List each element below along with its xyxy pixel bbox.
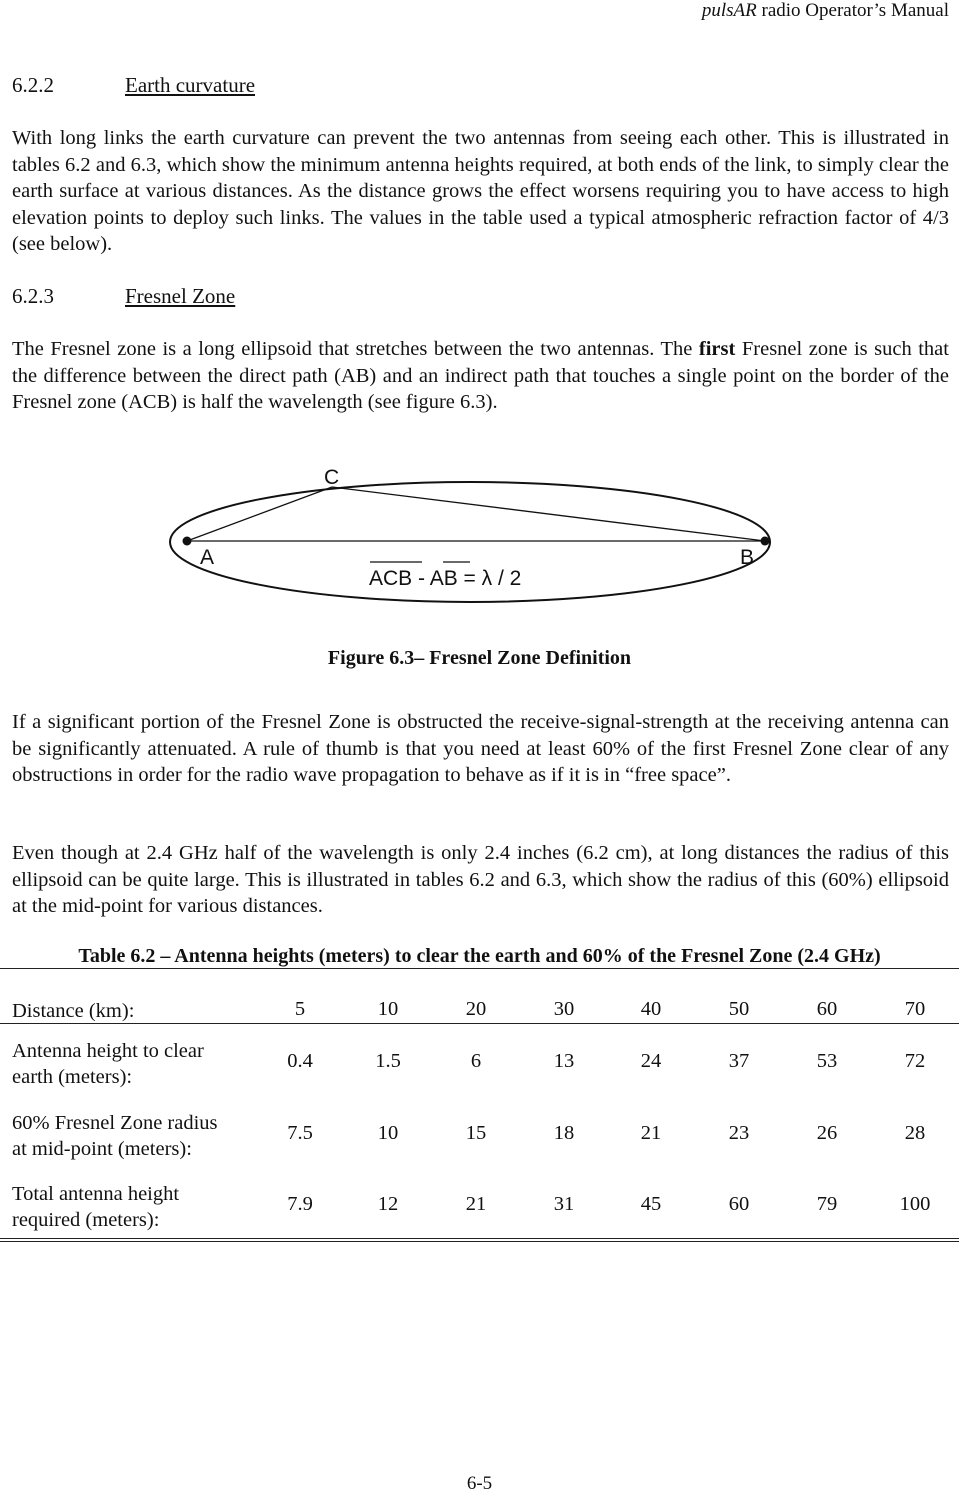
label-a: A [200,546,215,569]
table-header-rule [0,1023,959,1024]
row-label [12,1110,252,1162]
ellipsoid-radius-paragraph: Even though at 2.4 GHz half of the wavelength is only 2.4 inches (6.2 cm), at long distances the radius of this ellipsoid can be quite large. This is illustrated in tables 6.2 and 6.3, which show the radius of this (60%) ellipsoid at the mid-point for various distances. [12,842,949,917]
row-label [12,1038,252,1090]
distance-cell: 30 [553,998,575,1020]
fresnel-zone-diagram [160,460,790,620]
earth-curvature-paragraph: With long links the earth curvature can prevent the two antennas from seeing each other. This is illustrated in tables 6.2 and 6.3, which show the minimum antenna heights required, at both ends of the link, to simply clear the earth surface at various distances. As the distance grows the effect worsens requiring you to have access to high elevation points to deploy such links. The values in the table used a typical atmospheric refraction factor of 4/3 (see below). [12,127,949,255]
table-caption: Table 6.2 – Antenna heights (meters) to clear the earth and 60% of the Fresnel Zone (2.4 GHz) [78,945,881,967]
fresnel-intro-text-rest: Fresnel zone is such that the difference between the direct path (AB) and an indirect path that touches a single point on the border of the Fresnel zone (ACB) is half the wavelength (see figure 6.3). [12,338,949,413]
point-b-dot [761,537,770,546]
table-cell: 6 [470,1050,482,1072]
equation [369,567,521,590]
table-cell: 0.4 [287,1050,313,1072]
running-header [702,0,949,22]
equation-acb: ACB [369,567,413,590]
label-b: B [740,546,755,569]
path-ac [187,487,332,541]
table-cell: 21 [640,1122,662,1144]
table-cell: 28 [904,1122,926,1144]
distance-cell: 5 [294,998,306,1020]
distance-label: Distance (km): [12,1000,135,1022]
distance-cell: 10 [377,998,399,1020]
table-cell: 37 [728,1050,750,1072]
row-label-line1: Antenna height to clear [12,1040,204,1062]
section-heading-earth-curvature [12,73,255,98]
table-cell: 31 [553,1193,575,1215]
distance-cell: 40 [640,998,662,1020]
page-number: 6-5 [466,1473,493,1494]
table-cell: 53 [816,1050,838,1072]
distance-cell: 70 [904,998,926,1020]
header-title: radio Operator’s Manual [756,0,949,21]
table-cell: 60 [728,1193,750,1215]
table-cell: 23 [728,1122,750,1144]
table-cell: 72 [904,1050,926,1072]
table-cell: 7.5 [287,1122,313,1144]
row-label-line1: Total antenna height [12,1183,180,1205]
table-cell: 15 [465,1122,487,1144]
label-c: C [324,466,340,489]
distance-cell: 50 [728,998,750,1020]
table-cell: 12 [377,1193,399,1215]
table-cell: 24 [640,1050,662,1072]
table-cell: 7.9 [287,1193,313,1215]
point-a-dot [183,537,192,546]
section-title: Fresnel Zone [125,284,236,308]
table-cell: 10 [377,1122,399,1144]
table-cell: 26 [816,1122,838,1144]
row-label-line2: required (meters): [12,1209,160,1231]
table-cell: 21 [465,1193,487,1215]
fresnel-intro-bold: first [698,338,736,360]
equation-rest: = λ / 2 [457,567,522,590]
path-cb [332,487,765,541]
table-cell: 18 [553,1122,575,1144]
equation-minus: - [412,567,430,590]
distance-cell: 20 [465,998,487,1020]
distance-cell: 60 [816,998,838,1020]
row-label-line2: earth (meters): [12,1066,133,1088]
table-bottom-rule [0,1238,959,1242]
table-cell: 1.5 [375,1050,401,1072]
row-label-line1: 60% Fresnel Zone radius [12,1112,218,1134]
header-brand: pulsAR [701,0,757,21]
section-title: Earth curvature [125,73,256,97]
section-heading-fresnel-zone [12,284,235,309]
table-cell: 79 [816,1193,838,1215]
table-cell: 100 [899,1193,931,1215]
row-label-line2: at mid-point (meters): [12,1138,192,1160]
section-number: 6.2.3 [12,284,54,308]
figure-caption: Figure 6.3– Fresnel Zone Definition [327,647,632,669]
obstruction-paragraph: If a significant portion of the Fresnel Zone is obstructed the receive-signal-strength at the receiving antenna can be significantly attenuated. A rule of thumb is that you need at least 60% of the first Fresnel Zone clear of any obstructions in order for the radio wave propagation to behave as if it is in “free space”. [12,711,949,786]
section-number: 6.2.2 [12,73,54,97]
table-cell: 13 [553,1050,575,1072]
table-top-rule [0,968,959,969]
fresnel-intro-paragraph [12,336,949,416]
table-cell: 45 [640,1193,662,1215]
fresnel-intro-text: The Fresnel zone is a long ellipsoid that stretches between the two antennas. The [12,338,699,360]
row-label [12,1181,252,1233]
equation-ab: AB [429,567,458,590]
